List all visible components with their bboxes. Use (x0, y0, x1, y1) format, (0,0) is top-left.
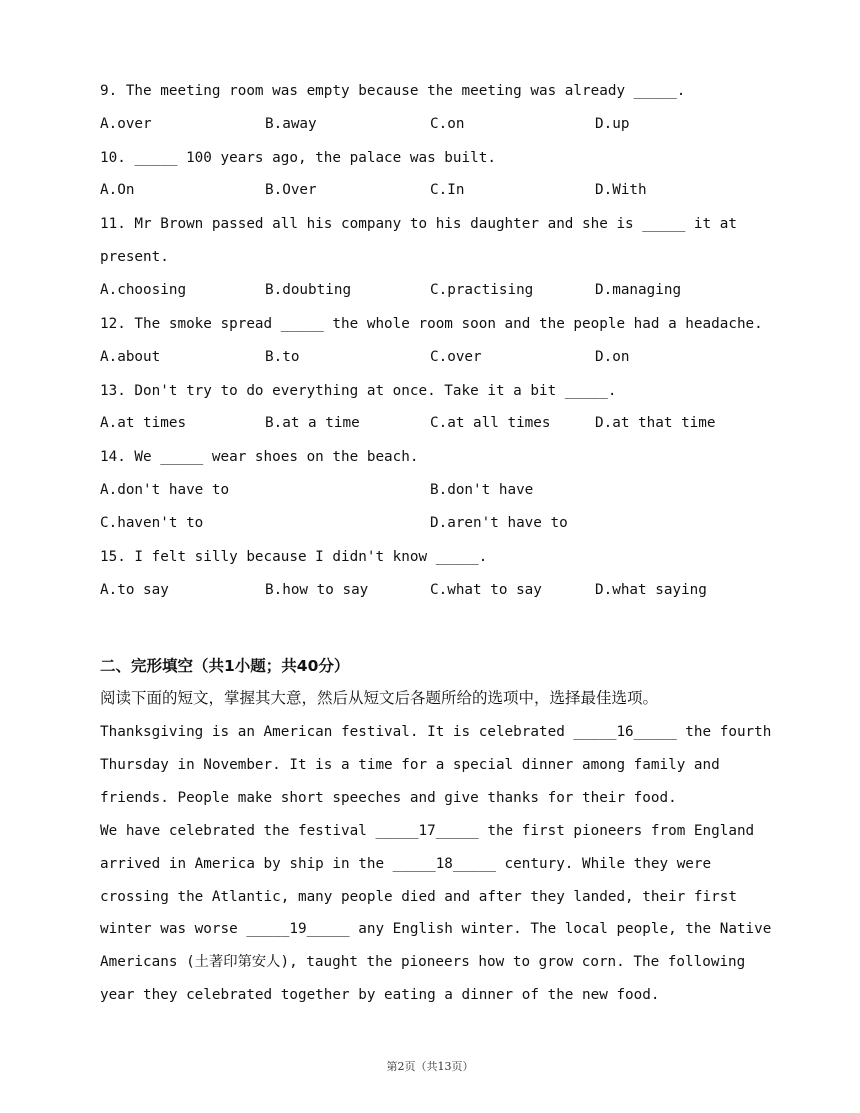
question-14-option-a: A.don't have to (100, 482, 230, 498)
question-15-option-a: A.to say (100, 582, 169, 598)
question-10-stem: 10. _____ 100 years ago, the palace was built. (100, 150, 496, 166)
passage-line: crossing the Atlantic, many people died and after they landed, their first (100, 889, 737, 905)
question-11-option-a: A.choosing (100, 282, 187, 298)
question-12-option-c: C.over (430, 349, 482, 365)
question-12-option-d: D.on (595, 349, 630, 365)
question-9-option-a: A.over (100, 116, 152, 132)
question-10-option-b: B.Over (265, 182, 317, 198)
question-12-option-a: A.about (100, 349, 161, 365)
question-14-option-c: C.haven't to (100, 515, 204, 531)
question-15-stem: 15. I felt silly because I didn't know _____. (100, 549, 488, 565)
question-13-option-d: D.at that time (595, 415, 716, 431)
passage-line: winter was worse _____19_____ any English winter. The local people, the Native (100, 921, 772, 937)
question-14-option-d: D.aren't have to (430, 515, 568, 531)
question-10-option-a: A.On (100, 182, 135, 198)
question-15-option-b: B.how to say (265, 582, 369, 598)
question-11-option-d: D.managing (595, 282, 682, 298)
passage-line: Americans (土著印第安人), taught the pioneers how to grow corn. The following (100, 954, 746, 970)
passage-line: friends. People make short speeches and give thanks for their food. (100, 790, 677, 806)
question-12-option-b: B.to (265, 349, 300, 365)
question-14-option-b: B.don't have (430, 482, 534, 498)
question-13-option-a: A.at times (100, 415, 187, 431)
page-footer: 第2页（共13页） (386, 1060, 474, 1073)
question-9-option-c: C.on (430, 116, 465, 132)
passage-line: Thanksgiving is an American festival. It is celebrated _____16_____ the fourth (100, 724, 772, 740)
question-14-stem: 14. We _____ wear shoes on the beach. (100, 449, 419, 465)
question-12-stem: 12. The smoke spread _____ the whole room soon and the people had a headache. (100, 316, 763, 332)
question-13-option-b: B.at a time (265, 415, 360, 431)
question-13-option-c: C.at all times (430, 415, 551, 431)
passage-line: We have celebrated the festival _____17_____ the first pioneers from England (100, 823, 755, 839)
question-11-stem-continued: present. (100, 249, 169, 265)
passage-line: Thursday in November. It is a time for a special dinner among family and (100, 757, 720, 773)
passage-line: year they celebrated together by eating a dinner of the new food. (100, 987, 660, 1003)
question-15-option-c: C.what to say (430, 582, 542, 598)
question-9-option-b: B.away (265, 116, 317, 132)
section-instruction: 阅读下面的短文，掌握其大意，然后从短文后各题所给的选项中，选择最佳选项。 (100, 689, 659, 707)
question-11-option-b: B.doubting (265, 282, 352, 298)
question-13-stem: 13. Don't try to do everything at once. Take it a bit _____. (100, 383, 617, 399)
question-10-option-d: D.With (595, 182, 647, 198)
question-11-stem: 11. Mr Brown passed all his company to his daughter and she is _____ it at (100, 216, 737, 232)
question-11-option-c: C.practising (430, 282, 534, 298)
section-heading: 二、完形填空（共1小题；共40分） (100, 657, 350, 675)
question-15-option-d: D.what saying (595, 582, 707, 598)
question-9-stem: 9. The meeting room was empty because the meeting was already _____. (100, 83, 686, 99)
passage-line: arrived in America by ship in the _____18_____ century. While they were (100, 856, 712, 872)
question-9-option-d: D.up (595, 116, 630, 132)
question-10-option-c: C.In (430, 182, 465, 198)
